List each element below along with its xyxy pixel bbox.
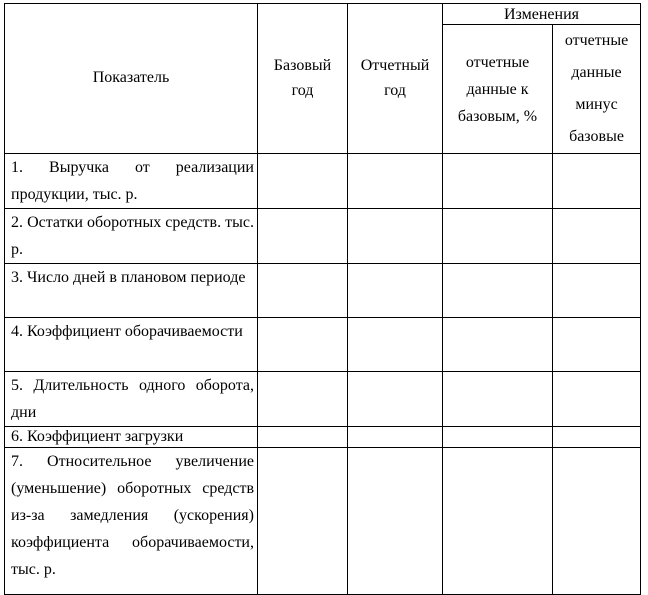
header-changes-diff: отчетные данные минус базовые <box>553 25 641 154</box>
value-cell <box>443 264 553 318</box>
value-cell <box>443 154 553 209</box>
value-cell <box>443 372 553 427</box>
row-label: 6. Коэффициент загрузки <box>5 427 258 448</box>
header-indicator: Показатель <box>5 4 258 154</box>
value-cell <box>443 448 553 595</box>
value-cell <box>553 448 641 595</box>
value-cell <box>258 448 348 595</box>
value-cell <box>348 318 443 372</box>
value-cell <box>258 154 348 209</box>
table-row <box>5 448 641 595</box>
value-cell <box>348 209 443 264</box>
value-cell <box>348 264 443 318</box>
value-cell <box>258 209 348 264</box>
table-row <box>5 264 641 318</box>
table-row <box>5 154 641 209</box>
value-cell <box>553 427 641 448</box>
table-row <box>5 209 641 264</box>
header-report-year: Отчетный год <box>348 4 443 154</box>
header-changes-percent: отчетные данные к базовым, % <box>443 25 553 154</box>
value-cell <box>348 154 443 209</box>
row-label: 5. Длительность одного оборота, дни <box>5 372 258 427</box>
value-cell <box>443 209 553 264</box>
indicators-table <box>4 3 641 595</box>
value-cell <box>553 209 641 264</box>
value-cell <box>258 318 348 372</box>
table-row <box>5 318 641 372</box>
value-cell <box>443 427 553 448</box>
row-label: 3. Число дней в плановом периоде <box>5 264 258 318</box>
value-cell <box>258 264 348 318</box>
value-cell <box>553 264 641 318</box>
row-label: 2. Остатки оборотных средств. тыс. р. <box>5 209 258 264</box>
row-label: 4. Коэффициент оборачиваемости <box>5 318 258 372</box>
value-cell <box>553 318 641 372</box>
value-cell <box>553 154 641 209</box>
value-cell <box>553 372 641 427</box>
value-cell <box>443 318 553 372</box>
value-cell <box>258 427 348 448</box>
header-changes: Изменения <box>443 4 641 25</box>
value-cell <box>258 372 348 427</box>
value-cell <box>348 448 443 595</box>
value-cell <box>348 372 443 427</box>
table-row <box>5 427 641 448</box>
value-cell <box>348 427 443 448</box>
row-label: 1. Выручка от реализации продукции, тыс. р. <box>5 154 258 209</box>
header-base-year: Базовый год <box>258 4 348 154</box>
table-row <box>5 372 641 427</box>
row-label: 7. Относительное увеличение (уменьшение) оборотных средств из-за замедления (ускорения) коэффициента оборачиваемости, тыс. р. <box>5 448 258 595</box>
